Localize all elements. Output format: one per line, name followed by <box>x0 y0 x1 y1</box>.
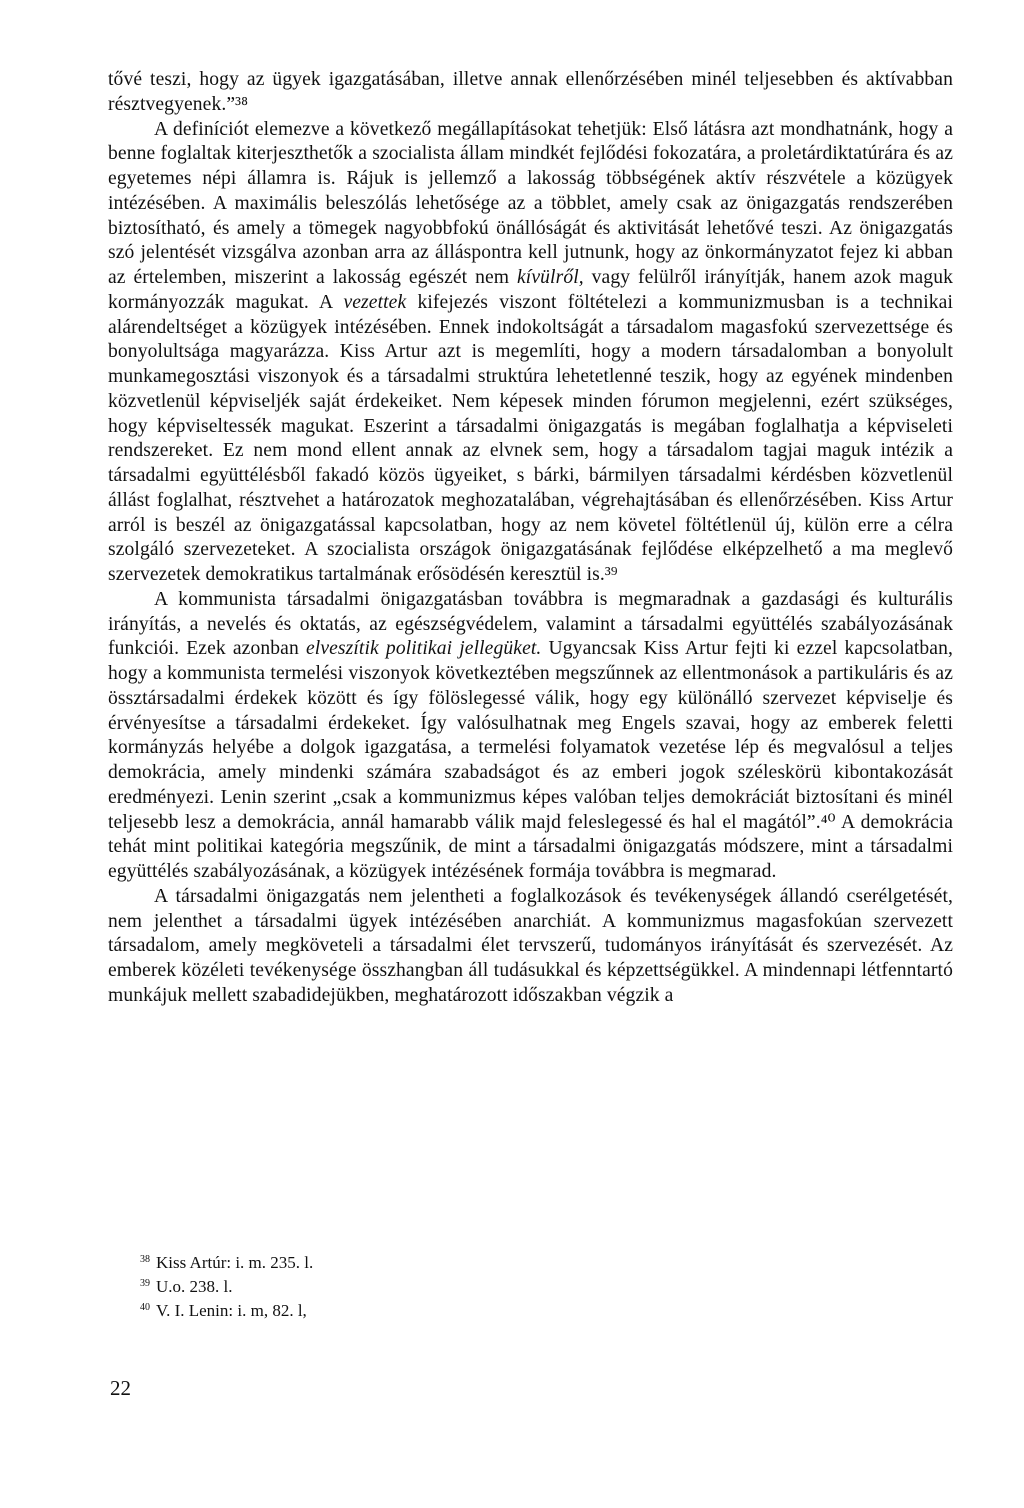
page-number: 22 <box>110 1376 131 1400</box>
footnote-number: 40 <box>140 1302 150 1313</box>
paragraph-text: A kommunista társadalmi önigazgatásban továbbra is megmaradnak a gazdasági és kulturális irányítás, a nevelés és oktatás, az egészségvédelem, valamint a társadalmi együttélés szabályozásának funkciói. Ezek azonban <box>108 588 953 660</box>
paragraph-text: Ugyancsak Kiss Artur fejti ki ezzel kapcsolatban, hogy a kommunista termelési viszonyok következtében megszűnnek az ellentmonások a partikuláris és az össztársadalmi érdekek között és így fölöslegessé válik, hogy egy különálló szervezet képviselje és érvényesítse a társadalmi érdekeket. Így valósulhatnak meg Engels szavai, hogy az emberek feletti kormányzás helyébe a dolgok igazgatása, a termelési folyamatok vezetése lép és megvalósul a teljes demokrácia, amely mindenki számára szabadságot és az emberi jogok széleskörü kibontakozását eredményezi. Lenin szerint „csak a kommunizmus képes valóban teljes demokráciát biztosítani és minél teljesebb lesz a demokrácia, annál hamarabb válik majd feleslegessé és hal el magától”.⁴⁰ A demokrácia tehát mint politikai kategória megszűnik, de mint a társadalmi önigazgatás módszere, mint a társadalmi együttélés szabályozásának, a közügyek intézésének formája továbbra is megmarad. <box>108 638 953 882</box>
footnote-text: U.o. 238. l. <box>156 1277 233 1296</box>
footnote-text: Kiss Artúr: i. m. 235. l. <box>156 1253 314 1272</box>
paragraph-text: vagy felülről irányítják, hanem azok maguk kormányozzák magukat. A <box>108 267 953 313</box>
footnote-text: V. I. Lenin: i. m, 82. l, <box>156 1301 307 1320</box>
footnote <box>140 1273 313 1297</box>
footnote-number: 38 <box>140 1254 150 1265</box>
footnote-number: 39 <box>140 1278 150 1289</box>
italic-term: vezettek <box>343 291 407 313</box>
italic-phrase: elveszítik politikai jellegüket. <box>306 638 542 660</box>
italic-term: kívülről, <box>517 267 584 288</box>
footnote <box>140 1249 313 1273</box>
footnote <box>140 1297 313 1321</box>
paragraph-text: A definíciót elemezve a következő megállapításokat tehetjük: Első látásra azt mondhatnánk, hogy a benne foglaltak kiterjeszthetők a szocialista állam mindkét fejlődési fokozatára, a proletárdiktatúrára és az egyetemes népi államra is. Rájuk is jellemző a lakosság többségének aktív részvétele a közügyek intézésében. A maximális beleszólás lehetősége az a többlet, amely csak az önigazgatás rendszerében biztosítható, és amely a tömegek nagyobbfokú önállóságát és aktivitását lehetővé teszi. Az önigazgatás szó jelentését vizsgálva azonban arra az álláspontra kell jutnunk, hogy az önkormányzatot fejez ki abban az értelemben, miszerint a lakosság egészét nem <box>108 118 953 288</box>
footnotes <box>140 1249 313 1321</box>
paragraph-social-self-management: A társadalmi önigazgatás nem jelentheti a foglalkozások és tevékenységek állandó cserélgetését, nem jelenthet a társadalmi ügyek intézésében anarchiát. A kommunizmus magasfokúan szervezett társadalom, amely megköveteli a társadalmi élet tervszerű, tudományos irányítását és szervezését. Az emberek közéleti tevékenysége összhangban áll tudásukkal és képzettségükkel. A mindennapi létfenntartó munkájuk mellett szabadidejükben, meghatározott időszakban végzik a <box>108 885 953 1006</box>
paragraph-communist-self-management <box>108 588 953 885</box>
main-text <box>108 68 953 1009</box>
paragraph-definition-analysis <box>108 118 953 588</box>
paragraph-continuation: tővé teszi, hogy az ügyek igazgatásában, illetve annak ellenőrzésében minél teljesebben és aktívabban résztvegyenek.”³⁸ <box>108 69 953 115</box>
paragraph-text: kifejezés viszont föltételezi a kommunizmusban is a technikai alárendeltséget a közügyek intézésében. Ennek indokoltságát a társadalom magasfokú szervezettsége és bonyolultsága magyarázza. Kiss Artur azt is megemlíti, hogy a modern társadalomban a bonyolult munkamegosztási viszonyok és a társadalmi struktúra lehetetlenné teszik, hogy az egyének mindenben közvetlenül képviseljék saját érdekeiket. Nem képesek minden fórumon megjelenni, ezért szükséges, hogy képviseltessék magukat. Eszerint a társadalmi önigazgatás is megában foglalhatja a képviseleti rendszereket. Ez nem mond ellent annak az elvnek sem, hogy a társadalom tagjai maguk intézik a társadalmi együttélésből fakadó közös ügyeiket, s bárki, bármilyen társadalmi kérdésben közvetlenül állást foglalhat, résztvehet a határozatok meghozatalában, végrehajtásában és ellenőrzésében. Kiss Artur arról is beszél az önigazgatással kapcsolatban, hogy az nem követel föltétlenül új, külön erre a célra szolgáló szervezeteket. A szocialista országok önigazgatásának fejlődése elképzelhető a ma meglevő szervezetek demokratikus tartalmának erősödésén keresztül is.³⁹ <box>108 291 953 585</box>
